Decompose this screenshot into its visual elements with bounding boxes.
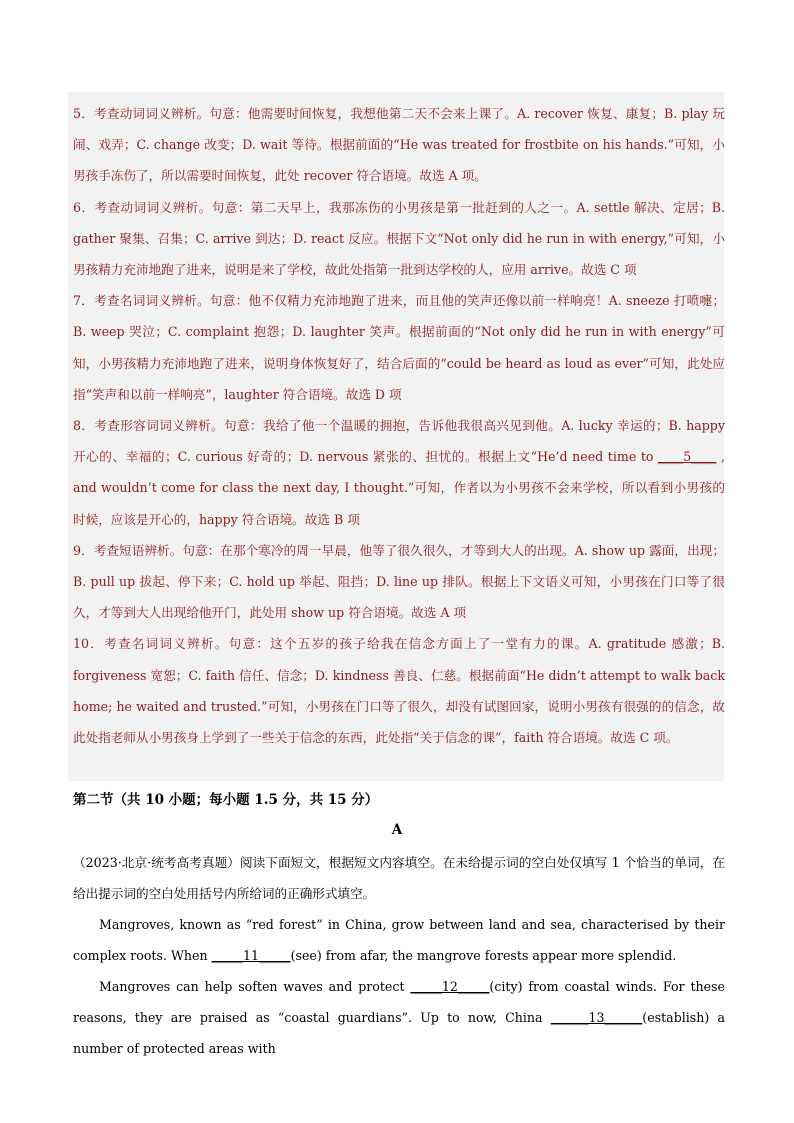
paragraph-1: Mangroves, known as “red forest” in China, grow between land and sea, characterised by their complex roots. When _____11_____(see) from afar, the mangrove forests appear more splendid. <box>73 917 725 963</box>
passage-label: A <box>391 822 403 838</box>
section-heading: 第二节（共 10 小题；每小题 1.5 分，共 15 分） <box>73 792 379 808</box>
passage-body <box>73 847 725 1064</box>
blank-11[interactable]: _____11_____ <box>211 948 291 963</box>
answer-8: 8．考查形容词词义辨析。句意：我给了他一个温暖的拥抱，告诉他我很高兴见到他。A. lucky 幸运的；B. happy 开心的、幸福的；C. curious 好奇的；D. nervous 紧张的、担忧的。根据上文“He’d need time to ____5____ , and wouldn’t come for class the next day, I thought.”可知，作者以为小男孩不会来学校，所以看到小男孩的时候，应该是开心的，happy 符合语境。故选 B 项 <box>73 418 725 527</box>
answer-9: 9．考查短语辨析。句意：在那个寒冷的周一早晨，他等了很久很久，才等到大人的出现。A. show up 露面，出现；B. pull up 拔起、停下来；C. hold up 举起、阻挡；D. line up 排队。根据上下文语义可知，小男孩在门口等了很久，才等到大人出现给他开门，此处用 show up 符合语境。故选 A 项 <box>73 542 725 621</box>
blank-5: ____5____ <box>658 449 717 465</box>
blank-12[interactable]: _____12_____ <box>410 979 490 994</box>
answer-5: 5．考查动词词义辨析。句意：他需要时间恢复，我想他第二天不会来上课了。A. recover 恢复、康复；B. play 玩闹、戏弄；C. change 改变；D. wait 等待。根据前面的“He was treated for frostbite on his hands.”可知，小男孩手冻伤了，所以需要时间恢复，此处 recover 符合语境。故选 A 项。 <box>73 106 725 184</box>
answer-7: 7．考查名词词义辨析。句意：他不仅精力充沛地跑了进来，而且他的笑声还像以前一样响亮！A. sneeze 打喷嚏；B. weep 哭泣；C. complaint 抱怨；D. laughter 笑声。根据前面的“Not only did he run in with energy”可知，小男孩精力充沛地跑了进来，说明身体恢复好了，结合后面的“could be heard as loud as ever”可知，此处应指“笑声和以前一样响亮”，laughter 符合语境。故选 D 项 <box>73 293 725 402</box>
blank-13[interactable]: ______13______ <box>550 1010 643 1025</box>
answer-explanations <box>73 98 725 753</box>
answer-6: 6．考查动词词义辨析。句意：第二天早上，我那冻伤的小男孩是第一批赶到的人之一。A. settle 解决、定居；B. gather 聚集、召集；C. arrive 到达；D. react 反应。根据下文“Not only did he run in with energy,”可知，小男孩精力充沛地跑了进来，说明是来了学校，故此处指第一批到达学校的人，应用 arrive。故选 C 项 <box>73 199 725 278</box>
paragraph-2: Mangroves can help soften waves and protect _____12_____(city) from coastal winds. For these reasons, they are praised as “coastal guardians”. Up to now, China ______13______(establish) a number of protected areas with <box>73 979 726 1056</box>
instructions: （2023·北京·统考高考真题）阅读下面短文，根据短文内容填空。在未给提示词的空白处仅填写 1 个恰当的单词，在给出提示词的空白处用括号内所给词的正确形式填空。 <box>73 855 725 901</box>
answer-10: 10．考查名词词义辨析。句意：这个五岁的孩子给我在信念方面上了一堂有力的课。A. gratitude 感激；B. forgiveness 宽恕；C. faith 信任、信念；D. kindness 善良、仁慈。根据前面“He didn’t attempt to walk back home; he waited and trusted.”可知，小男孩在门口等了很久，却没有试图回家，说明小男孩有很强的的信念，故此处指老师从小男孩身上学到了一些关于信念的东西，此处指“关于信念的课”，faith 符合语境。故选 C 项。 <box>73 636 725 746</box>
